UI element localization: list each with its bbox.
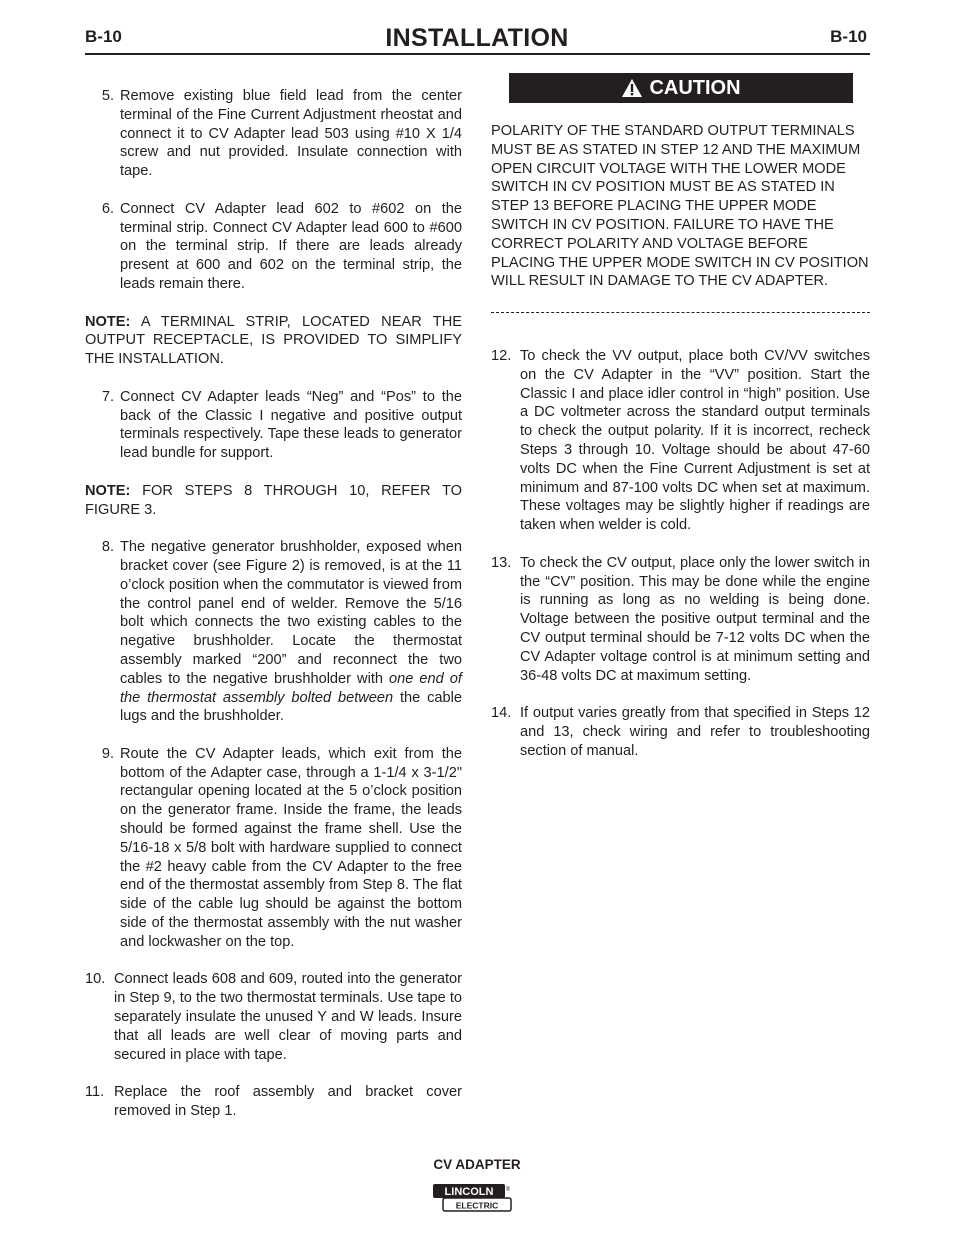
step-text [114,538,462,726]
header-rule [85,53,870,55]
step-number: 12. [491,348,512,364]
note-figure-3 [85,482,462,520]
svg-text:LINCOLN: LINCOLN [444,1186,494,1198]
step-text: Replace the roof assembly and bracket cover removed in Step 1. [114,1084,462,1120]
step-13 [491,554,870,686]
note-text: FOR STEPS 8 THROUGH 10, REFER TO FIGURE 3. [85,482,462,518]
step-number: 9. [101,745,114,762]
step-number: 13. [491,554,512,571]
page-code-left: B-10 [85,27,122,46]
note-label: NOTE: [85,482,131,499]
step-text-tail: the cable lugs and the brushholder. [120,689,462,725]
lincoln-electric-logo [432,1183,512,1213]
step-number: 7. [101,388,114,405]
right-column [491,347,870,779]
step-number: 11. [85,1084,105,1101]
step-number: 8. [101,539,114,556]
page-code-right: B-10 [830,27,867,46]
step-10 [85,970,462,1064]
note-text: A TERMINAL STRIP, LOCATED NEAR THE OUTPUT RECEPTACLE, IS PROVIDED TO SIMPLIFY THE INSTALLATION. [85,313,462,368]
step-14 [491,704,870,760]
step-7 [85,388,462,463]
note-terminal-strip [85,313,462,369]
step-5 [85,87,462,181]
step-text: Connect CV Adapter leads “Neg” and “Pos” to the back of the Classic I negative and positive output terminals respectively. Tape these leads to generator lead bundle for support. [120,388,462,462]
svg-text:®: ® [505,1187,511,1193]
step-number: 6. [101,200,114,217]
left-column [85,87,462,1140]
step-8 [85,538,462,726]
step-9 [85,745,462,952]
step-number: 5. [101,88,114,104]
caution-dashed-rule [491,312,870,313]
step-text: To check the VV output, place both CV/VV switches on the CV Adapter in the “VV” position. Start the Classic I and place idler control in “high” position. Use a DC voltmeter across the standard output terminals to check the output polarity. If it is incorrect, recheck Steps 3 through 10. Voltage should be about 47-60 volts DC when the Fine Current Adjustment is set at minimum and 87-100 volts DC when set at maximum. These voltages may be slightly higher if readings are taken when welder is cold. [520,348,870,534]
step-number: 14. [491,705,512,722]
footer-product-label: CV ADAPTER [433,1157,521,1172]
step-11 [85,1083,462,1121]
note-label: NOTE: [85,313,131,330]
step-6 [85,200,462,294]
step-text: Connect CV Adapter lead 602 to #602 on the terminal strip. Connect CV Adapter lead 600 to #600 on the terminal strip. If there are leads already present at 600 and 602 on the terminal strip, the leads remain there. [120,200,462,292]
step-text: If output varies greatly from that specified in Steps 12 and 13, check wiring and refer to troubleshooting section of manual. [520,705,870,759]
step-number: 10. [85,971,106,988]
step-text: To check the CV output, place only the lower switch in the “CV” position. This may be done while the engine is running as long as no welding is being done. Voltage between the positive output terminal and the CV output terminal should be 7-12 volts DC when the CV Adapter voltage control is at minimum setting and 36-48 volts DC at maximum setting. [520,554,870,684]
step-text: Route the CV Adapter leads, which exit from the bottom of the Adapter case, through a 1-1/4 x 3-1/2" rectangular opening located at the 5 o’clock position on the generator frame. Inside the frame, the leads should be formed against the frame shell. Use the 5/16-18 x 5/8 bolt with hardware supplied to connect the #2 heavy cable from the CV Adapter to the free end of the thermostat assembly from Step 8. The flat side of the cable lug should be against the bottom side of the thermostat assembly with the nut washer and lockwasher on the top. [120,745,462,950]
caution-banner [509,73,853,103]
svg-text:ELECTRIC: ELECTRIC [455,1200,499,1211]
warning-triangle-icon [621,78,643,98]
step-text-emphasis: one end of the thermostat assembly bolted between [120,670,462,706]
step-12 [491,347,870,535]
caution-text: POLARITY OF THE STANDARD OUTPUT TERMINALS MUST BE AS STATED IN STEP 12 AND THE MAXIMUM OPEN CIRCUIT VOLTAGE WITH THE LOWER MODE SWITCH IN CV POSITION MUST BE AS STATED IN STEP 13 BEFORE PLACING THE UPPER MODE SWITCH IN CV POSITION. FAILURE TO HAVE THE CORRECT POLARITY AND VOLTAGE BEFORE PLACING THE UPPER MODE SWITCH IN CV POSITION WILL RESULT IN DAMAGE TO THE CV ADAPTER. [491,123,869,290]
step-text-main: The negative generator brushholder, exposed when bracket cover (see Figure 2) is removed, is at the 11 o’clock position when the commutator is viewed from the control panel end of welder. Remove the 5/16 bolt which connects the two existing cables to the negative brushholder. Locate the thermostat assembly marked “200” and reconnect the two cables to the negative brushholder with [120,539,462,687]
caution-label: CAUTION [649,76,741,99]
step-text: Remove existing blue field lead from the center terminal of the Fine Current Adjustment rheostat and connect it to CV Adapter lead 503 using #10 X 1/4 screw and nut provided. Insulate connection with tape. [120,88,462,180]
page-title: INSTALLATION [385,24,569,52]
step-text: Connect leads 608 and 609, routed into the generator in Step 9, to the two thermostat terminals. Use tape to separately insulate the unused Y and W leads. Insure that all leads are well clear of moving parts and secured in place with tape. [114,971,462,1063]
